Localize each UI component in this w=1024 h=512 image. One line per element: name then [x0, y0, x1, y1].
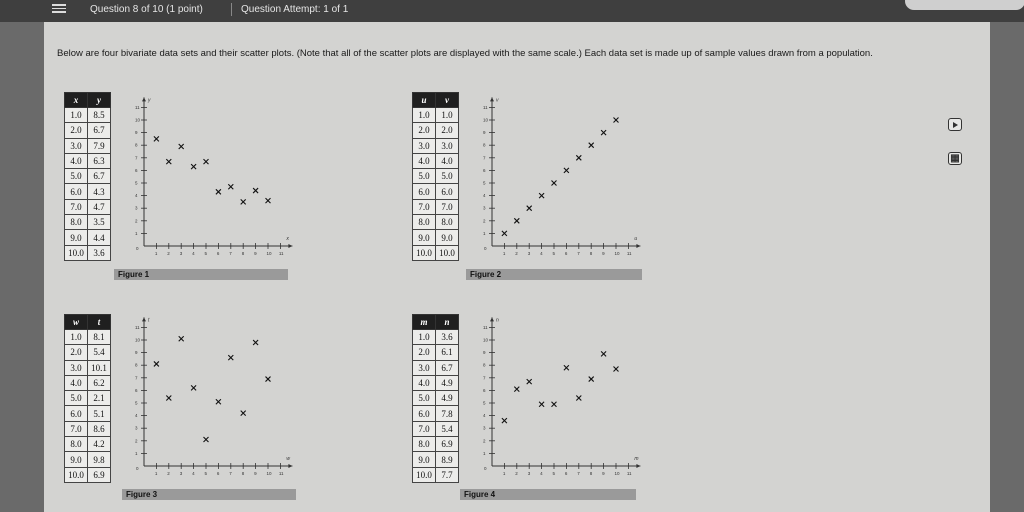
header-divider	[231, 3, 232, 16]
table-row	[413, 184, 459, 199]
origin-label: 0	[136, 246, 139, 251]
table-cell: 3.0	[65, 360, 88, 375]
data-point	[552, 181, 557, 186]
y-tick-label: 9	[483, 130, 486, 136]
data-point	[166, 159, 171, 164]
play-icon[interactable]	[948, 118, 962, 131]
table-row	[413, 345, 459, 360]
table-cell: 8.6	[88, 421, 111, 436]
x-tick-label: 8	[589, 471, 593, 476]
table-cell: 10.1	[88, 360, 111, 375]
table-cell: 6.0	[65, 184, 88, 199]
y-tick-label: 5	[135, 180, 138, 186]
table-row	[65, 330, 111, 345]
table-cell: 8.0	[413, 437, 436, 452]
table-row	[413, 360, 459, 375]
x-tick-label: 3	[527, 471, 531, 476]
table-row	[65, 345, 111, 360]
table-cell: 7.0	[65, 421, 88, 436]
x-tick-label: 1	[502, 251, 506, 256]
data-point	[514, 387, 519, 392]
y-tick-label: 6	[135, 387, 138, 393]
y-tick-label: 5	[483, 180, 486, 186]
question-attempt: Question Attempt: 1 of 1	[241, 4, 349, 15]
x-tick-label: 6	[564, 251, 568, 256]
x-tick-label: 11	[278, 251, 284, 256]
table-row	[65, 184, 111, 199]
data-table-2	[412, 92, 459, 261]
y-tick-label: 6	[135, 167, 138, 173]
question-text: Below are four bivariate data sets and their scatter plots. (Note that all of the scatter plots are displayed with the same scale.) Each data set is made up of sample values drawn from a population.	[57, 48, 873, 59]
table-cell: 7.0	[436, 199, 459, 214]
data-point	[241, 411, 246, 416]
x-tick-label: 8	[589, 251, 593, 256]
table-row	[65, 406, 111, 421]
data-point	[154, 136, 159, 141]
x-tick-label: 5	[204, 251, 208, 256]
table-row	[413, 215, 459, 230]
data-point	[191, 164, 196, 169]
data-point	[601, 130, 606, 135]
table-row	[65, 169, 111, 184]
table-row	[65, 452, 111, 467]
table-cell: 1.0	[65, 108, 88, 123]
table-cell: 3.6	[88, 245, 111, 260]
table-row	[413, 169, 459, 184]
x-tick-label: 9	[602, 251, 605, 256]
x-tick-label: 4	[192, 471, 195, 476]
scatter-plot-3	[118, 314, 298, 484]
table-cell: 4.9	[436, 391, 459, 406]
data-point	[527, 379, 532, 384]
data-point	[539, 402, 544, 407]
table-row	[65, 467, 111, 482]
table-cell: 3.6	[436, 330, 459, 345]
x-tick-label: 10	[614, 471, 620, 476]
x-tick-label: 7	[229, 471, 232, 476]
origin-label: 0	[484, 466, 487, 471]
x-tick-label: 11	[626, 251, 632, 256]
data-point	[253, 340, 258, 345]
table-cell: 8.0	[65, 437, 88, 452]
y-tick-label: 10	[135, 117, 141, 123]
y-axis-label: n	[496, 317, 499, 324]
table-cell: 9.0	[436, 230, 459, 245]
x-tick-label: 7	[577, 471, 580, 476]
table-cell: 4.2	[88, 437, 111, 452]
x-tick-label: 6	[216, 471, 220, 476]
y-tick-label: 2	[483, 438, 486, 444]
table-cell: 6.0	[65, 406, 88, 421]
data-table-4	[412, 314, 459, 483]
top-right-button[interactable]	[905, 0, 1024, 10]
table-row	[65, 153, 111, 168]
table-cell: 10.0	[65, 467, 88, 482]
table-row	[65, 199, 111, 214]
y-tick-label: 2	[483, 218, 486, 224]
table-cell: 4.0	[413, 153, 436, 168]
data-point	[576, 155, 581, 160]
top-bar	[0, 0, 1024, 22]
y-tick-label: 8	[135, 142, 138, 148]
y-tick-label: 1	[135, 230, 138, 236]
question-number: Question 8 of 10 (1 point)	[90, 4, 203, 15]
y-tick-label: 4	[135, 193, 138, 199]
table-cell: 5.0	[65, 391, 88, 406]
table-cell: 3.0	[413, 360, 436, 375]
table-cell: 7.7	[436, 467, 459, 482]
x-tick-label: 3	[179, 471, 183, 476]
figure-caption: Figure 3	[122, 489, 296, 500]
data-point	[216, 189, 221, 194]
x-tick-label: 11	[278, 471, 284, 476]
table-row	[65, 245, 111, 260]
table-cell: 6.7	[88, 169, 111, 184]
table-cell: 10.0	[65, 245, 88, 260]
x-axis-label: x	[286, 236, 289, 242]
table-cell: 2.0	[436, 123, 459, 138]
x-tick-label: 10	[614, 251, 620, 256]
y-tick-label: 11	[483, 324, 488, 330]
table-cell: 7.0	[413, 421, 436, 436]
table-row	[65, 421, 111, 436]
y-tick-label: 4	[483, 413, 486, 419]
table-cell: 3.0	[436, 138, 459, 153]
y-tick-label: 3	[483, 425, 486, 431]
y-tick-label: 5	[135, 400, 138, 406]
x-axis-label: u	[634, 236, 638, 242]
table-cell: 10.0	[413, 245, 436, 260]
y-tick-label: 6	[483, 387, 486, 393]
table-cell: 6.9	[436, 437, 459, 452]
table-cell: 6.7	[88, 123, 111, 138]
table-row	[413, 245, 459, 260]
table-cell: 8.0	[436, 215, 459, 230]
table-row	[65, 123, 111, 138]
table-cell: 2.0	[65, 345, 88, 360]
y-tick-label: 4	[135, 413, 138, 419]
table-cell: 1.0	[413, 108, 436, 123]
table-cell: 7.8	[436, 406, 459, 421]
table-cell: 8.0	[65, 215, 88, 230]
data-table-1	[64, 92, 111, 261]
table-row	[65, 215, 111, 230]
x-tick-label: 3	[527, 251, 531, 256]
table-cell: 9.8	[88, 452, 111, 467]
table-cell: 6.7	[436, 360, 459, 375]
table-row	[65, 138, 111, 153]
x-tick-label: 7	[577, 251, 580, 256]
table-cell: 7.0	[65, 199, 88, 214]
x-tick-label: 4	[192, 251, 195, 256]
table-cell: 6.0	[413, 406, 436, 421]
y-tick-label: 1	[135, 450, 138, 456]
x-tick-label: 10	[266, 251, 272, 256]
table-row	[65, 437, 111, 452]
table-header-xvar: w	[65, 315, 88, 330]
data-point	[527, 206, 532, 211]
x-tick-label: 5	[204, 471, 208, 476]
x-tick-label: 2	[167, 471, 170, 476]
table-cell: 5.0	[413, 391, 436, 406]
y-tick-label: 7	[483, 375, 486, 381]
table-header-yvar: t	[88, 315, 111, 330]
data-point	[266, 377, 271, 382]
table-cell: 6.9	[88, 467, 111, 482]
table-row	[413, 467, 459, 482]
data-point	[552, 402, 557, 407]
table-cell: 9.0	[413, 452, 436, 467]
table-row	[413, 437, 459, 452]
x-tick-label: 1	[154, 251, 158, 256]
table-header-xvar: x	[65, 93, 88, 108]
data-point	[228, 184, 233, 189]
y-tick-label: 3	[483, 205, 486, 211]
y-axis-arrow-icon	[142, 97, 146, 101]
x-tick-label: 1	[154, 471, 158, 476]
table-cell: 6.3	[88, 153, 111, 168]
data-point	[614, 118, 619, 123]
table-cell: 8.5	[88, 108, 111, 123]
table-cell: 6.1	[436, 345, 459, 360]
table-cell: 4.0	[65, 375, 88, 390]
table-row	[65, 375, 111, 390]
x-tick-label: 3	[179, 251, 183, 256]
table-cell: 5.4	[436, 421, 459, 436]
data-point	[539, 193, 544, 198]
y-tick-label: 2	[135, 438, 138, 444]
y-tick-label: 8	[483, 142, 486, 148]
data-point	[564, 365, 569, 370]
y-tick-label: 9	[135, 350, 138, 356]
x-axis-label: w	[286, 456, 291, 462]
table-row	[65, 360, 111, 375]
x-axis-label: m	[634, 456, 639, 462]
table-row	[413, 123, 459, 138]
table-cell: 10.0	[436, 245, 459, 260]
table-cell: 9.0	[65, 452, 88, 467]
table-cell: 4.0	[436, 153, 459, 168]
table-cell: 3.0	[65, 138, 88, 153]
right-margin	[990, 22, 1024, 512]
table-cell: 9.0	[65, 230, 88, 245]
table-row	[413, 108, 459, 123]
y-tick-label: 3	[135, 205, 138, 211]
y-tick-label: 7	[135, 155, 138, 161]
table-header-yvar: v	[436, 93, 459, 108]
table-cell: 4.4	[88, 230, 111, 245]
table-cell: 3.5	[88, 215, 111, 230]
x-tick-label: 4	[540, 251, 543, 256]
table-row	[413, 406, 459, 421]
y-tick-label: 11	[135, 324, 140, 330]
y-tick-label: 7	[483, 155, 486, 161]
table-cell: 6.0	[436, 184, 459, 199]
x-tick-label: 2	[167, 251, 170, 256]
y-tick-label: 8	[135, 362, 138, 368]
table-row	[65, 108, 111, 123]
table-cell: 1.0	[436, 108, 459, 123]
scatter-plot-4	[466, 314, 646, 484]
data-point	[204, 159, 209, 164]
table-cell: 2.0	[413, 123, 436, 138]
data-point	[154, 361, 159, 366]
data-table-3	[64, 314, 111, 483]
data-point	[166, 395, 171, 400]
data-point	[601, 351, 606, 356]
table-cell: 8.9	[436, 452, 459, 467]
data-point	[204, 437, 209, 442]
y-axis-label: y	[148, 97, 151, 104]
table-header-yvar: n	[436, 315, 459, 330]
table-cell: 7.0	[413, 199, 436, 214]
y-tick-label: 10	[483, 337, 489, 343]
table-cell: 2.1	[88, 391, 111, 406]
x-axis-arrow-icon	[636, 464, 640, 468]
table-cell: 6.0	[413, 184, 436, 199]
y-axis-arrow-icon	[142, 317, 146, 321]
data-point	[614, 366, 619, 371]
data-point	[589, 377, 594, 382]
table-cell: 5.0	[413, 169, 436, 184]
y-axis-arrow-icon	[490, 97, 494, 101]
x-tick-label: 9	[254, 471, 257, 476]
table-cell: 8.0	[413, 215, 436, 230]
table-header-xvar: u	[413, 93, 436, 108]
y-tick-label: 9	[483, 350, 486, 356]
x-tick-label: 8	[241, 251, 245, 256]
figure-caption: Figure 4	[460, 489, 636, 500]
data-point	[502, 231, 507, 236]
data-point	[179, 144, 184, 149]
table-header-xvar: m	[413, 315, 436, 330]
table-cell: 4.0	[65, 153, 88, 168]
table-cell: 4.0	[413, 375, 436, 390]
table-row	[65, 391, 111, 406]
origin-label: 0	[136, 466, 139, 471]
y-tick-label: 10	[483, 117, 489, 123]
table-cell: 5.1	[88, 406, 111, 421]
x-tick-label: 4	[540, 471, 543, 476]
y-tick-label: 4	[483, 193, 486, 199]
table-cell: 9.0	[413, 230, 436, 245]
x-axis-arrow-icon	[288, 464, 292, 468]
y-axis-label: v	[496, 97, 499, 104]
data-point	[216, 399, 221, 404]
y-tick-label: 6	[483, 167, 486, 173]
y-tick-label: 5	[483, 400, 486, 406]
table-cell: 6.2	[88, 375, 111, 390]
data-point	[266, 198, 271, 203]
figure-caption: Figure 1	[114, 269, 288, 280]
data-point	[564, 168, 569, 173]
y-tick-label: 2	[135, 218, 138, 224]
x-tick-label: 7	[229, 251, 232, 256]
y-tick-label: 7	[135, 375, 138, 381]
table-row	[413, 452, 459, 467]
table-row	[65, 230, 111, 245]
x-tick-label: 1	[502, 471, 506, 476]
x-tick-label: 8	[241, 471, 245, 476]
x-tick-label: 9	[602, 471, 605, 476]
table-row	[413, 230, 459, 245]
y-axis-label: t	[148, 317, 150, 324]
y-axis-arrow-icon	[490, 317, 494, 321]
y-tick-label: 11	[483, 104, 488, 110]
table-cell: 2.0	[413, 345, 436, 360]
table-row	[413, 330, 459, 345]
x-tick-label: 5	[552, 251, 556, 256]
data-point	[576, 395, 581, 400]
data-point	[514, 218, 519, 223]
table-cell: 2.0	[65, 123, 88, 138]
x-tick-label: 6	[216, 251, 220, 256]
calculator-icon[interactable]: ▦	[948, 152, 962, 165]
table-cell: 4.7	[88, 199, 111, 214]
data-point	[502, 418, 507, 423]
x-tick-label: 2	[515, 471, 518, 476]
table-cell: 4.3	[88, 184, 111, 199]
x-tick-label: 6	[564, 471, 568, 476]
y-tick-label: 11	[135, 104, 140, 110]
x-axis-arrow-icon	[288, 244, 292, 248]
data-point	[191, 385, 196, 390]
table-header-yvar: y	[88, 93, 111, 108]
left-margin	[0, 22, 44, 512]
x-tick-label: 11	[626, 471, 632, 476]
x-tick-label: 2	[515, 251, 518, 256]
y-tick-label: 9	[135, 130, 138, 136]
data-point	[179, 336, 184, 341]
table-row	[413, 421, 459, 436]
y-tick-label: 10	[135, 337, 141, 343]
table-row	[413, 375, 459, 390]
x-axis-arrow-icon	[636, 244, 640, 248]
table-row	[413, 153, 459, 168]
y-tick-label: 1	[483, 450, 486, 456]
data-point	[241, 199, 246, 204]
data-point	[228, 355, 233, 360]
table-cell: 7.9	[88, 138, 111, 153]
table-row	[413, 138, 459, 153]
table-row	[413, 199, 459, 214]
table-cell: 3.0	[413, 138, 436, 153]
table-cell: 5.0	[436, 169, 459, 184]
x-tick-label: 9	[254, 251, 257, 256]
scatter-plot-1	[118, 94, 298, 264]
scatter-plot-2	[466, 94, 646, 264]
table-cell: 1.0	[65, 330, 88, 345]
y-tick-label: 8	[483, 362, 486, 368]
table-cell: 10.0	[413, 467, 436, 482]
data-point	[589, 143, 594, 148]
origin-label: 0	[484, 246, 487, 251]
figure-caption: Figure 2	[466, 269, 642, 280]
y-tick-label: 3	[135, 425, 138, 431]
table-row	[413, 391, 459, 406]
table-cell: 5.0	[65, 169, 88, 184]
table-cell: 8.1	[88, 330, 111, 345]
x-tick-label: 10	[266, 471, 272, 476]
table-cell: 1.0	[413, 330, 436, 345]
x-tick-label: 5	[552, 471, 556, 476]
hamburger-menu-icon[interactable]	[52, 2, 66, 12]
table-cell: 4.9	[436, 375, 459, 390]
data-point	[253, 188, 258, 193]
y-tick-label: 1	[483, 230, 486, 236]
table-cell: 5.4	[88, 345, 111, 360]
